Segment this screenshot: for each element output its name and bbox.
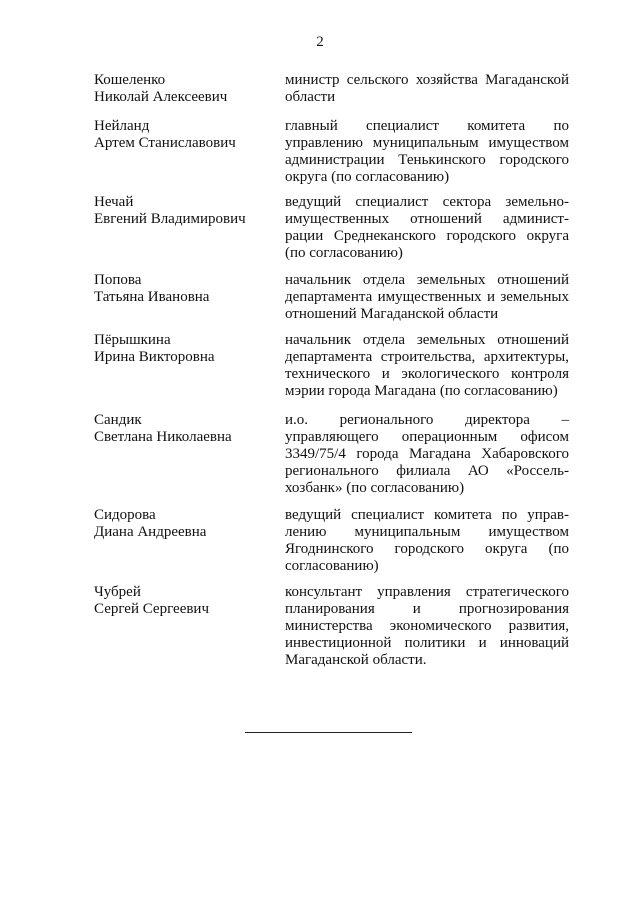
page-number: 2: [316, 34, 324, 50]
person-name: Нейланд Артем Станиславович: [94, 118, 236, 151]
person-name: Сидорова Диана Андреевна: [94, 507, 207, 540]
person-position: консультант управления стратегического планирования и прогнозирования министерства экономического развития, инвестиционной политики и инноваций Магаданской области.: [285, 584, 569, 668]
person-position: начальник отдела земельных отношений департамента имущественных и земельных отношений Магаданской области: [285, 272, 569, 322]
person-name: Попова Татьяна Ивановна: [94, 272, 210, 305]
person-position: ведущий специалист сектора земельно-имущественных отношений админист-рации Среднеканского городского округа (по согласованию): [285, 194, 569, 261]
person-name: Чубрей Сергей Сергеевич: [94, 584, 210, 617]
end-divider: [245, 732, 412, 733]
person-name: Кошеленко Николай Алексеевич: [94, 72, 228, 105]
person-name: Сандик Светлана Николаевна: [94, 412, 232, 445]
person-position: ведущий специалист комитета по управ-лению муниципальным имуществом Ягоднинского городского округа (по согласованию): [285, 507, 569, 574]
person-name: Нечай Евгений Владимирович: [94, 194, 246, 227]
person-position: и.о. регионального директора – управляющего операционным офисом 3349/75/4 города Магадана Хабаровского регионального филиала АО «Россель-хозбанк» (по согласованию): [285, 412, 569, 496]
person-name: Пёрышкина Ирина Викторовна: [94, 332, 215, 365]
person-position: министр сельского хозяйства Магаданской области: [285, 72, 569, 105]
person-position: начальник отдела земельных отношений департамента строительства, архитектуры, технического и экологического контроля мэрии города Магадана (по согласованию): [285, 332, 569, 399]
person-position: главный специалист комитета по управлению муниципальным имуществом администрации Тенькинского городского округа (по согласованию): [285, 118, 569, 185]
